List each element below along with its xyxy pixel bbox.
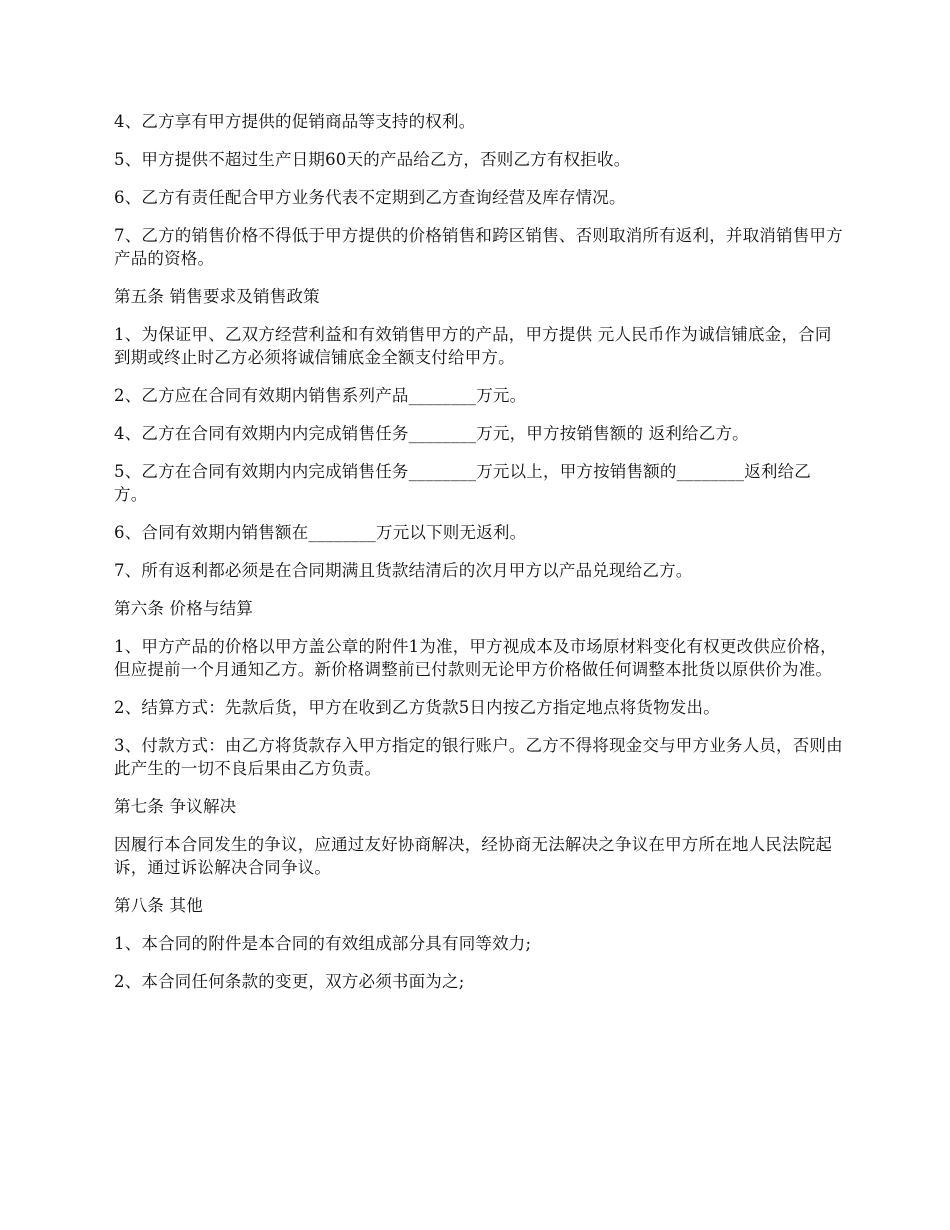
clause-item: 6、合同有效期内销售额在________万元以下则无返利。 (114, 523, 527, 542)
section-heading: 第八条 其他 (114, 896, 203, 915)
clause-item: 3、付款方式：由乙方将货款存入甲方指定的银行账户。乙方不得将现金交与甲方业务人员，否则由此产生的一切不良后果由乙方负责。 (114, 736, 843, 778)
section-heading: 第五条 销售要求及销售政策 (114, 287, 320, 306)
document-page (114, 110, 844, 1008)
clause-item: 因履行本合同发生的争议，应通过友好协商解决，经协商无法解决之争议在甲方所在地人民法院起诉，通过诉讼解决合同争议。 (114, 835, 833, 877)
clause-item: 1、本合同的附件是本合同的有效组成部分具有同等效力; (114, 934, 532, 953)
clause-item: 7、乙方的销售价格不得低于甲方提供的价格销售和跨区销售、否则取消所有返利，并取消销售甲方产品的资格。 (114, 226, 843, 268)
clause-item: 1、甲方产品的价格以甲方盖公章的附件1为准，甲方视成本及市场原材料变化有权更改供应价格，但应提前一个月通知乙方。新价格调整前已付款则无论甲方价格做任何调整本批货以原供价为准。 (114, 637, 837, 679)
clause-item: 1、为保证甲、乙双方经营利益和有效销售甲方的产品，甲方提供 元人民币作为诚信铺底金，合同到期或终止时乙方必须将诚信铺底金全额支付给甲方。 (114, 325, 832, 367)
clause-item: 5、甲方提供不超过生产日期60天的产品给乙方，否则乙方有权拒收。 (114, 150, 631, 169)
clause-item: 7、所有返利都必须是在合同期满且货款结清后的次月甲方以产品兑现给乙方。 (114, 561, 693, 580)
clause-item: 4、乙方在合同有效期内内完成销售任务________万元，甲方按销售额的 返利给乙方。 (114, 424, 749, 443)
clause-item: 2、本合同任何条款的变更，双方必须书面为之; (114, 972, 465, 991)
section-heading: 第六条 价格与结算 (114, 599, 254, 618)
clause-item: 6、乙方有责任配合甲方业务代表不定期到乙方查询经营及库存情况。 (114, 188, 626, 207)
clause-item: 5、乙方在合同有效期内内完成销售任务________万元以上，甲方按销售额的________返利给乙方。 (114, 462, 811, 504)
clause-item: 2、结算方式：先款后货，甲方在收到乙方货款5日内按乙方指定地点将货物发出。 (114, 698, 720, 717)
section-heading: 第七条 争议解决 (114, 797, 237, 816)
clause-item: 4、乙方享有甲方提供的促销商品等支持的权利。 (114, 112, 476, 131)
clause-item: 2、乙方应在合同有效期内销售系列产品________万元。 (114, 386, 527, 405)
